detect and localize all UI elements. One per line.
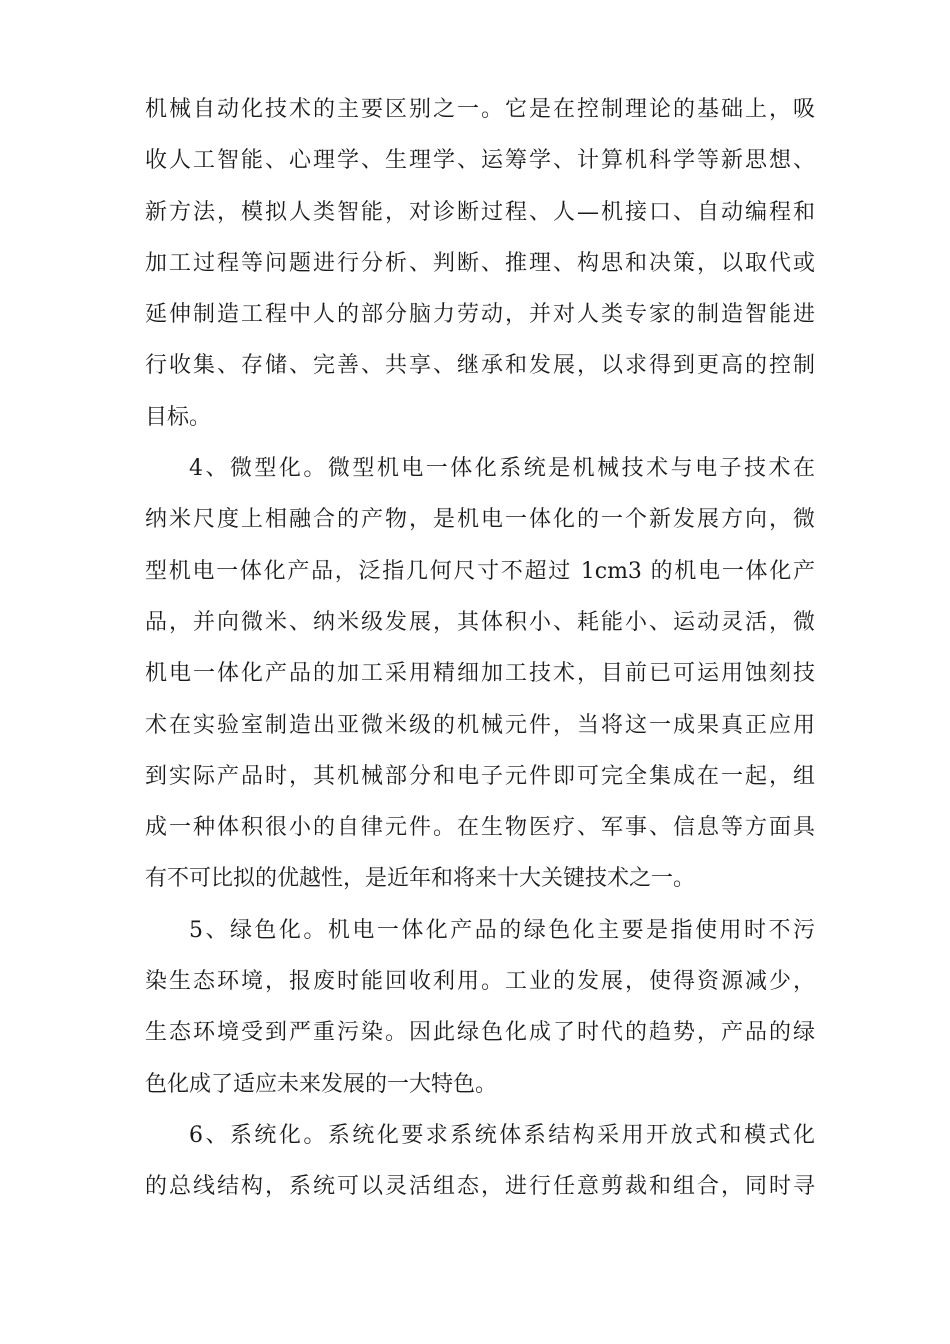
text-line: 行收集、存储、完善、共享、继承和发展，以求得到更高的控制 [145,353,815,379]
text-line: 4、微型化。微型机电一体化系统是机械技术与电子技术在 [189,456,815,482]
text-line: 6、系统化。系统化要求系统体系结构采用开放式和模式化 [189,1122,815,1148]
text-line: 色化成了适应未来发展的一大特色。 [145,1071,498,1097]
text-line: 纳米尺度上相融合的产物，是机电一体化的一个新发展方向，微 [145,507,815,533]
text-line: 收人工智能、心理学、生理学、运筹学、计算机科学等新思想、 [145,148,815,174]
text-line: 术在实验室制造出亚微米级的机械元件，当将这一成果真正应用 [145,712,815,738]
text-line: 的总线结构，系统可以灵活组态，进行任意剪裁和组合，同时寻 [145,1174,815,1200]
text-line: 生态环境受到严重污染。因此绿色化成了时代的趋势，产品的绿 [145,1020,815,1046]
text-line: 到实际产品时，其机械部分和电子元件即可完全集成在一起，组 [145,763,815,789]
document-page [145,84,815,1213]
text-line: 目标。 [145,404,212,430]
text-line: 延伸制造工程中人的部分脑力劳动，并对人类专家的制造智能进 [145,302,815,328]
text-line: 有不可比拟的优越性，是近年和将来十大关键技术之一。 [145,866,696,892]
text-line: 品，并向微米、纳米级发展，其体积小、耗能小、运动灵活，微 [145,609,815,635]
text-line: 加工过程等问题进行分析、判断、推理、构思和决策，以取代或 [145,250,815,276]
text-line: 染生态环境，报废时能回收利用。工业的发展，使得资源减少， [145,969,815,995]
text-line: 新方法，模拟人类智能，对诊断过程、人—机接口、自动编程和 [145,199,815,225]
text-line: 机械自动化技术的主要区别之一。它是在控制理论的基础上，吸 [145,97,815,122]
text-line: 机电一体化产品的加工采用精细加工技术，目前已可运用蚀刻技 [145,661,815,687]
text-line: 成一种体积很小的自律元件。在生物医疗、军事、信息等方面具 [145,815,815,841]
text-line: 型机电一体化产品，泛指几何尺寸不超过 1cm3 的机电一体化产 [145,558,815,584]
text-line: 5、绿色化。机电一体化产品的绿色化主要是指使用时不污 [189,917,815,943]
